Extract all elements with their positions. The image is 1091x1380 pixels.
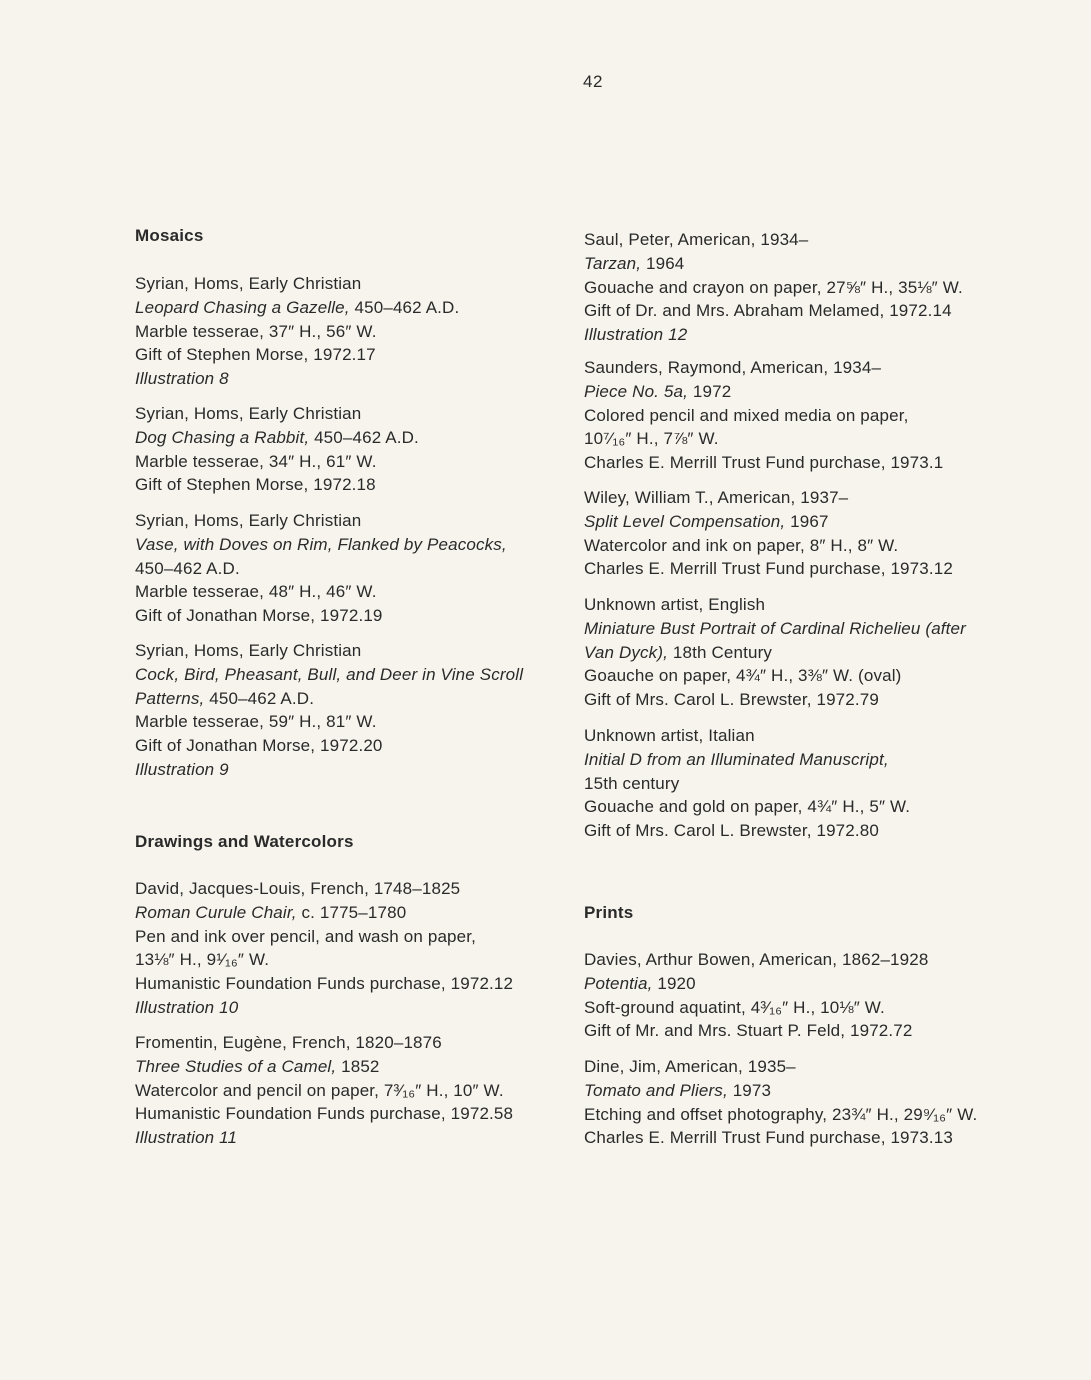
- entry-illustration: Illustration 11: [135, 1128, 238, 1148]
- catalog-entry: [584, 486, 953, 581]
- entry-date: 1920: [652, 973, 696, 993]
- entry-credit: Gift of Dr. and Mrs. Abraham Melamed, 1972.14: [584, 301, 952, 321]
- entry-medium: Watercolor and ink on paper, 8″ H., 8″ W.: [584, 535, 899, 555]
- entry-artist: Saunders, Raymond, American, 1934–: [584, 358, 882, 377]
- catalog-entry: [135, 639, 523, 782]
- catalog-entry: [584, 228, 963, 347]
- entry-medium-continued: 10⁷⁄₁₆″ H., 7⅞″ W.: [584, 429, 719, 449]
- entry-date: 450–462 A.D.: [204, 688, 315, 708]
- entry-title: Initial D from an Illuminated Manuscript,: [584, 749, 889, 769]
- entry-credit: Gift of Jonathan Morse, 1972.19: [135, 606, 383, 626]
- entry-illustration: Illustration 9: [135, 759, 229, 779]
- entry-illustration: Illustration 8: [135, 369, 229, 389]
- entry-date: 1852: [336, 1056, 380, 1076]
- entry-medium: Pen and ink over pencil, and wash on paper,: [135, 926, 477, 946]
- entry-medium: Marble tesserae, 37″ H., 56″ W.: [135, 321, 377, 341]
- entry-credit: Gift of Mr. and Mrs. Stuart P. Feld, 1972.72: [584, 1021, 913, 1041]
- entry-medium: Etching and offset photography, 23¾″ H., 29⁹⁄₁₆″ W.: [584, 1104, 978, 1124]
- entry-date: c. 1775–1780: [296, 902, 407, 922]
- entry-title-continued: Patterns,: [135, 688, 205, 708]
- entry-date: 15th century: [584, 773, 680, 793]
- entry-artist: Unknown artist, Italian: [584, 726, 755, 745]
- entry-date: 1967: [785, 511, 829, 531]
- entry-credit: Humanistic Foundation Funds purchase, 1972.58: [135, 1104, 514, 1124]
- entry-title-continued: Van Dyck),: [584, 642, 669, 662]
- catalog-entry: [135, 402, 419, 497]
- entry-artist: Wiley, William T., American, 1937–: [584, 488, 849, 507]
- catalog-entry: [135, 877, 513, 1020]
- entry-title: Split Level Compensation,: [584, 511, 786, 531]
- entry-artist: Fromentin, Eugène, French, 1820–1876: [135, 1033, 442, 1052]
- entry-title: Cock, Bird, Pheasant, Bull, and Deer in Vine Scroll: [135, 664, 524, 684]
- catalog-entry: [584, 724, 910, 843]
- entry-date: 450–462 A.D.: [135, 558, 240, 578]
- entry-credit: Gift of Mrs. Carol L. Brewster, 1972.80: [584, 821, 879, 841]
- entry-artist: Syrian, Homs, Early Christian: [135, 641, 362, 660]
- entry-title: Potentia,: [584, 973, 653, 993]
- entry-medium: Marble tesserae, 34″ H., 61″ W.: [135, 451, 377, 471]
- entry-title: Tomato and Pliers,: [584, 1080, 728, 1100]
- entry-medium: Goauche on paper, 4¾″ H., 3⅜″ W. (oval): [584, 666, 902, 686]
- entry-title: Three Studies of a Camel,: [135, 1056, 337, 1076]
- entry-date: 450–462 A.D.: [349, 297, 460, 317]
- entry-medium: Gouache and gold on paper, 4¾″ H., 5″ W.: [584, 797, 911, 817]
- entry-artist: Syrian, Homs, Early Christian: [135, 511, 362, 530]
- catalog-entry: [584, 1055, 977, 1150]
- entry-title: Miniature Bust Portrait of Cardinal Richelieu (after: [584, 618, 966, 638]
- entry-credit: Charles E. Merrill Trust Fund purchase, 1973.13: [584, 1128, 953, 1148]
- entry-credit: Gift of Jonathan Morse, 1972.20: [135, 736, 383, 756]
- entry-title: Leopard Chasing a Gazelle,: [135, 297, 350, 317]
- entry-credit: Charles E. Merrill Trust Fund purchase, 1973.12: [584, 559, 953, 579]
- section-heading-mosaics: Mosaics: [135, 226, 204, 245]
- page-number: 42: [583, 72, 603, 91]
- catalog-entry: [584, 593, 966, 712]
- entry-credit: Gift of Stephen Morse, 1972.18: [135, 475, 376, 495]
- entry-credit: Charles E. Merrill Trust Fund purchase, 1973.1: [584, 453, 944, 473]
- entry-illustration: Illustration 12: [584, 325, 688, 345]
- entry-medium: Marble tesserae, 59″ H., 81″ W.: [135, 712, 377, 732]
- entry-medium: Marble tesserae, 48″ H., 46″ W.: [135, 582, 377, 602]
- entry-date: 1964: [641, 253, 685, 273]
- entry-title: Piece No. 5a,: [584, 381, 689, 401]
- entry-artist: Davies, Arthur Bowen, American, 1862–1928: [584, 950, 929, 969]
- entry-credit: Humanistic Foundation Funds purchase, 1972.12: [135, 974, 514, 994]
- entry-title: Dog Chasing a Rabbit,: [135, 427, 310, 447]
- entry-artist: Dine, Jim, American, 1935–: [584, 1057, 796, 1076]
- catalog-entry: [135, 509, 507, 628]
- entry-title: Tarzan,: [584, 253, 642, 273]
- entry-title: Vase, with Doves on Rim, Flanked by Peacocks,: [135, 534, 507, 554]
- entry-illustration: Illustration 10: [135, 997, 239, 1017]
- catalog-entry: [135, 1031, 513, 1150]
- section-heading-drawings: Drawings and Watercolors: [135, 832, 354, 851]
- entry-medium: Colored pencil and mixed media on paper,: [584, 405, 909, 425]
- entry-artist: Unknown artist, English: [584, 595, 766, 614]
- entry-artist: Saul, Peter, American, 1934–: [584, 230, 809, 249]
- entry-medium: Watercolor and pencil on paper, 7³⁄₁₆″ H., 10″ W.: [135, 1080, 504, 1100]
- entry-date: 1973: [727, 1080, 772, 1100]
- entry-artist: Syrian, Homs, Early Christian: [135, 404, 362, 423]
- entry-date: 18th Century: [668, 642, 773, 662]
- catalog-entry: [584, 948, 928, 1043]
- entry-date: 1972: [688, 381, 732, 401]
- section-heading-prints: Prints: [584, 903, 634, 922]
- entry-artist: David, Jacques-Louis, French, 1748–1825: [135, 879, 461, 898]
- catalog-entry: [135, 272, 459, 391]
- entry-date: 450–462 A.D.: [309, 427, 419, 447]
- entry-medium-continued: 13⅛″ H., 9¹⁄₁₆″ W.: [135, 950, 270, 970]
- entry-artist: Syrian, Homs, Early Christian: [135, 274, 362, 293]
- entry-medium: Gouache and crayon on paper, 27⅝″ H., 35⅛″ W.: [584, 277, 963, 297]
- entry-title: Roman Curule Chair,: [135, 902, 297, 922]
- catalog-entry: [584, 356, 943, 475]
- entry-credit: Gift of Mrs. Carol L. Brewster, 1972.79: [584, 690, 879, 710]
- entry-medium: Soft-ground aquatint, 4³⁄₁₆″ H., 10⅛″ W.: [584, 997, 885, 1017]
- entry-credit: Gift of Stephen Morse, 1972.17: [135, 345, 376, 365]
